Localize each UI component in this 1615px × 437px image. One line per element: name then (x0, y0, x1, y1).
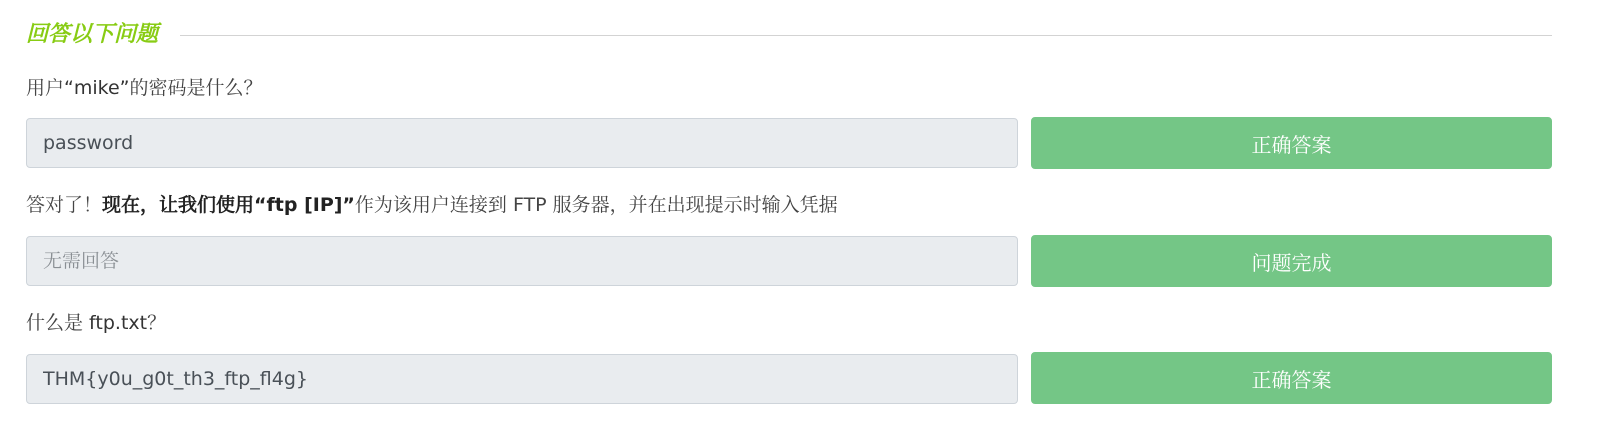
question-2-answer-input[interactable] (26, 236, 1018, 286)
question-3-filename: ftp.txt (89, 312, 148, 334)
question-1-prefix: 用户 (26, 77, 65, 99)
section-divider (180, 35, 1552, 36)
section-header (26, 18, 1552, 52)
question-1-suffix: 的密码是什么？ (129, 77, 263, 99)
question-1-text (26, 74, 263, 102)
question-3-prefix: 什么是 (26, 312, 90, 334)
question-2-complete-button[interactable]: 问题完成 (1031, 235, 1552, 287)
question-1-username: “mike” (64, 77, 130, 99)
question-2-suffix: 作为该用户连接到 FTP 服务器，并在出现提示时输入凭据 (354, 194, 838, 216)
question-3-text (26, 309, 166, 337)
section-title: 回答以下问题 (26, 22, 159, 47)
question-2-text (26, 191, 838, 219)
question-1-submit-button[interactable]: 正确答案 (1031, 117, 1552, 169)
question-3-answer-input[interactable] (26, 354, 1018, 404)
question-2-prefix: 答对了！ (26, 194, 103, 216)
question-1-answer-input[interactable] (26, 118, 1018, 168)
question-2-bold: 现在，让我们使用“ftp [IP]” (102, 194, 355, 216)
question-3-suffix: ？ (147, 312, 167, 334)
question-3-submit-button[interactable]: 正确答案 (1031, 352, 1552, 404)
